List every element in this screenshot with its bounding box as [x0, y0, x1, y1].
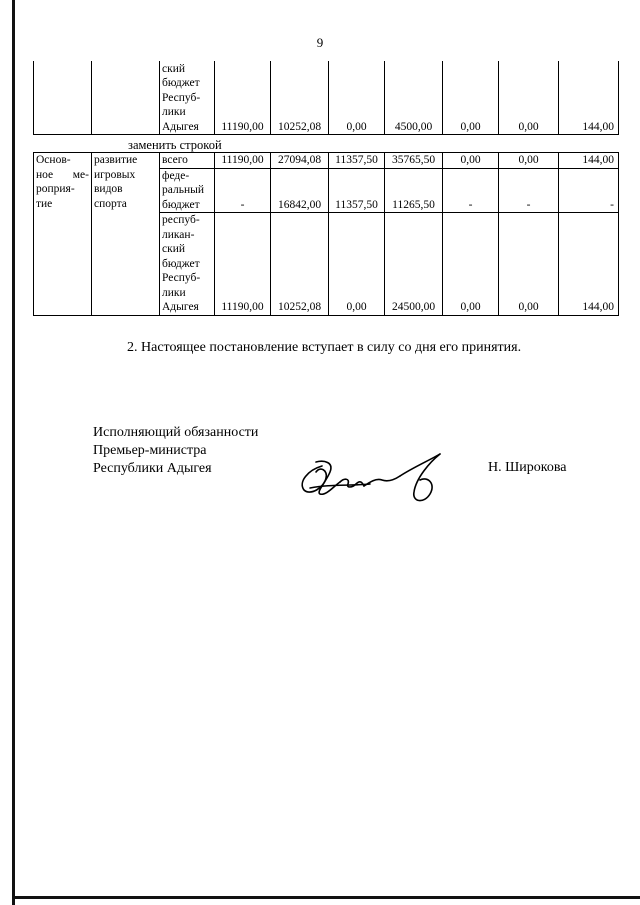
value-cell: 10252,08 [271, 213, 329, 316]
value-cell: 16842,00 [271, 168, 329, 213]
value-cell: 35765,50 [385, 153, 443, 169]
value-cell: 11265,50 [385, 168, 443, 213]
signer-name: Н. Широкова [488, 460, 567, 475]
value-cell: 4500,00 [385, 61, 443, 135]
signer-title-line: Республики Адыгея [93, 461, 212, 476]
value-cell: 10252,08 [271, 61, 329, 135]
value-cell: 0,00 [443, 61, 499, 135]
signer-title [93, 424, 258, 478]
event-name-cell: развитие игровых видов спорта [92, 153, 160, 316]
signer-title-line: Премьер-министра [93, 443, 207, 458]
value-cell: 24500,00 [385, 213, 443, 316]
source-cell: всего [160, 153, 215, 169]
table-row [34, 153, 619, 169]
value-cell: 11357,50 [329, 153, 385, 169]
value-cell: - [559, 168, 619, 213]
value-cell: 0,00 [499, 153, 559, 169]
value-cell: 144,00 [559, 153, 619, 169]
event-type-cell: Основ- ное ме- роприя- тие [34, 153, 92, 316]
source-cell: феде- ральный бюджет [160, 168, 215, 213]
value-cell: - [499, 168, 559, 213]
budget-table-replacement [33, 152, 619, 316]
page-number: 9 [316, 35, 324, 50]
handwritten-signature [290, 448, 470, 508]
value-cell: 0,00 [499, 61, 559, 135]
signer-title-line: Исполняющий обязанности [93, 425, 259, 440]
page-frame-bottom [12, 896, 640, 899]
resolution-paragraph: 2. Настоящее постановление вступает в силу со дня его принятия. [127, 340, 522, 355]
value-cell: 0,00 [443, 153, 499, 169]
value-cell: 11190,00 [215, 213, 271, 316]
value-cell: 0,00 [499, 213, 559, 316]
source-cell: респуб- ликан- ский бюджет Респуб- лики Адыгея [160, 213, 215, 316]
source-cell: ский бюджет Респуб- лики Адыгея [160, 61, 215, 135]
value-cell: 11190,00 [215, 153, 271, 169]
value-cell: 0,00 [329, 61, 385, 135]
value-cell: 27094,08 [271, 153, 329, 169]
value-cell: 144,00 [559, 213, 619, 316]
value-cell: 0,00 [329, 213, 385, 316]
value-cell: - [443, 168, 499, 213]
page-frame-left [12, 0, 15, 905]
value-cell: 0,00 [443, 213, 499, 316]
value-cell: 11357,50 [329, 168, 385, 213]
value-cell: - [215, 168, 271, 213]
table-row [34, 61, 619, 135]
budget-table-continuation [33, 61, 619, 135]
value-cell: 11190,00 [215, 61, 271, 135]
event-type-cell [34, 61, 92, 135]
replace-instruction: заменить строкой [128, 138, 222, 152]
value-cell: 144,00 [559, 61, 619, 135]
event-name-cell [92, 61, 160, 135]
